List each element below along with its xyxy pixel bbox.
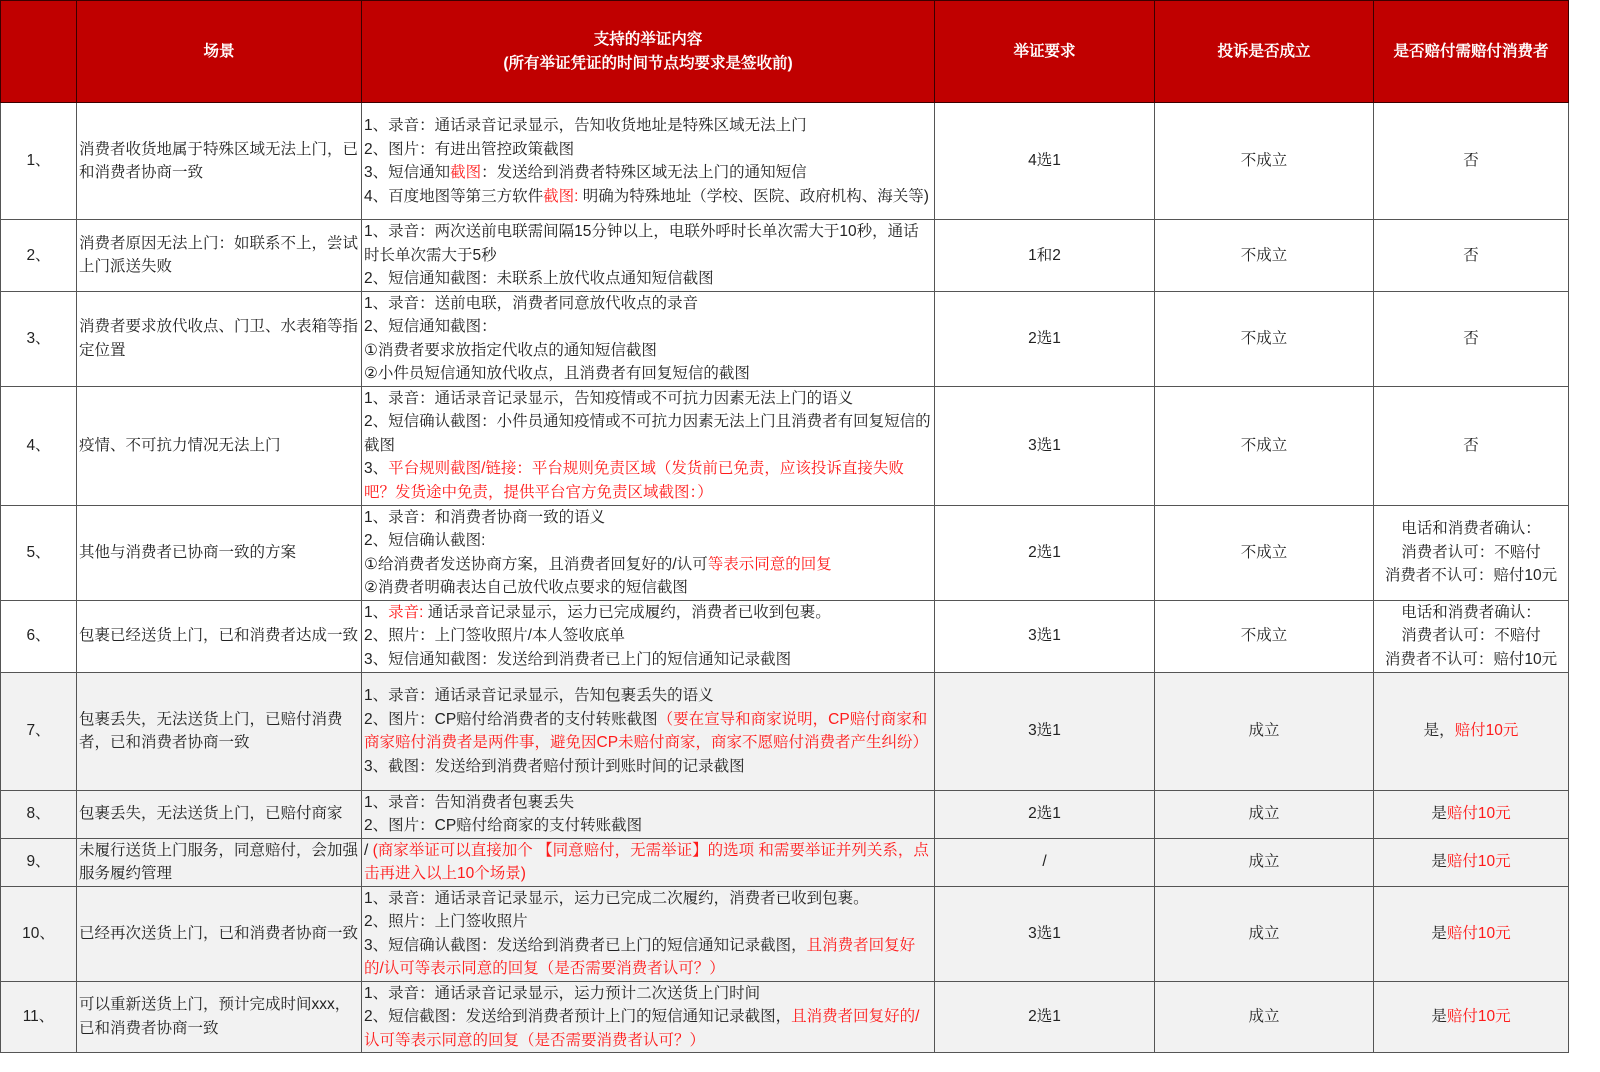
compensation-cell — [1374, 600, 1569, 672]
text-line — [364, 684, 932, 708]
text-segment: 否 — [1463, 329, 1479, 347]
table-row — [1, 291, 1569, 386]
text-line — [364, 410, 932, 457]
text-segment: 否 — [1463, 152, 1479, 170]
scenario-cell: 包裹丢失，无法送货上门，已赔付商家 — [77, 790, 362, 838]
header-evidence-subtitle: (所有举证凭证的时间节点均要求是签收前) — [503, 54, 793, 72]
text-segment: 1、录音：通话录音记录显示，运力预计二次送货上门时间 — [364, 984, 761, 1002]
scenario-cell: 包裹丢失，无法送货上门，已赔付消费者，已和消费者协商一致 — [77, 672, 362, 790]
text-line — [364, 220, 932, 267]
row-index: 1、 — [1, 103, 77, 220]
highlight-text: 截图 — [450, 164, 482, 181]
text-line — [364, 138, 932, 162]
requirement-cell: 3选1 — [935, 672, 1155, 790]
header-row — [1, 1, 1569, 103]
text-segment: 1、录音：通话录音记录显示，运力已完成二次履约，消费者已收到包裹。 — [364, 889, 869, 907]
table-row — [1, 600, 1569, 672]
text-line — [364, 982, 932, 1006]
text-line — [364, 185, 932, 209]
evidence-cell — [362, 886, 935, 981]
evidence-cell — [362, 291, 935, 386]
table-row — [1, 386, 1569, 505]
established-cell: 成立 — [1155, 790, 1374, 838]
requirement-cell: 2选1 — [935, 291, 1155, 386]
scenario-cell: 未履行送货上门服务，同意赔付，会加强服务履约管理 — [77, 838, 362, 886]
highlight-text: （要在宣导和商家说明，CP赔付商家和商家赔付消费者是两件事，避免因CP未赔付商家，商家不愿赔付消费者产生纠纷） — [364, 710, 929, 751]
text-segment: / — [364, 841, 373, 859]
compensation-cell — [1374, 790, 1569, 838]
established-cell: 不成立 — [1155, 291, 1374, 386]
scenario-cell: 疫情、不可抗力情况无法上门 — [77, 386, 362, 505]
text-segment: 2、短信通知截图：未联系上放代收点通知短信截图 — [364, 270, 714, 287]
row-index: 11、 — [1, 981, 77, 1053]
evidence-cell — [362, 838, 935, 886]
text-segment: 消费者认可：不赔付 — [1401, 543, 1541, 561]
text-line — [1376, 244, 1566, 268]
table-row — [1, 981, 1569, 1053]
highlight-text: 赔付10元 — [1446, 805, 1511, 823]
text-line — [1376, 624, 1566, 648]
established-cell: 不成立 — [1155, 600, 1374, 672]
requirement-cell: 2选1 — [935, 790, 1155, 838]
text-segment: 消费者不认可：赔付10元 — [1384, 650, 1558, 668]
text-segment: 1、录音：送前电联，消费者同意放代收点的录音 — [364, 294, 699, 312]
text-line — [1376, 1005, 1566, 1029]
text-line — [364, 114, 932, 138]
text-line — [364, 624, 932, 648]
text-segment: 4、百度地图等第三方软件 — [364, 187, 544, 205]
row-index: 6、 — [1, 600, 77, 672]
established-cell: 不成立 — [1155, 505, 1374, 600]
text-line — [364, 791, 932, 815]
text-line — [364, 161, 932, 185]
row-index: 8、 — [1, 790, 77, 838]
established-cell: 不成立 — [1155, 386, 1374, 505]
text-line — [364, 576, 932, 600]
scenario-cell: 其他与消费者已协商一致的方案 — [77, 505, 362, 600]
highlight-text: 赔付10元 — [1454, 722, 1519, 740]
highlight-text: 赔付10元 — [1446, 924, 1511, 942]
table-row — [1, 790, 1569, 838]
text-line — [364, 267, 932, 291]
text-segment: ①给消费者发送协商方案，且消费者回复好的/认可 — [364, 555, 708, 573]
text-segment: 3、截图：发送给到消费者赔付预计到账时间的记录截图 — [364, 757, 745, 775]
text-line — [364, 839, 932, 886]
highlight-text: 平台规则截图/链接：平台规则免责区域（发货前已免责，应该投诉直接失败吧？发货途中免责，提供平台官方免责区域截图：） — [364, 460, 904, 501]
text-line — [1376, 719, 1566, 743]
evidence-cell — [362, 220, 935, 292]
text-segment: 1、录音：告知消费者包裹丢失 — [364, 793, 575, 811]
text-segment: 消费者认可：不赔付 — [1401, 627, 1541, 645]
compensation-cell — [1374, 220, 1569, 292]
text-segment: 是 — [1431, 805, 1447, 823]
highlight-text: 录音: — [388, 603, 424, 621]
requirement-cell: 3选1 — [935, 386, 1155, 505]
text-segment: 1、 — [364, 603, 389, 621]
compensation-cell — [1374, 291, 1569, 386]
established-cell: 不成立 — [1155, 220, 1374, 292]
table-row — [1, 886, 1569, 981]
text-line — [364, 814, 932, 838]
text-line — [1376, 564, 1566, 588]
text-line — [1376, 541, 1566, 565]
text-segment: 2、短信确认截图: — [364, 532, 486, 549]
highlight-text: 等表示同意的回复 — [707, 555, 832, 573]
text-line — [364, 457, 932, 504]
text-segment: 3、短信通知截图：发送给到消费者已上门的短信通知记录截图 — [364, 650, 792, 668]
text-line — [364, 506, 932, 530]
text-segment: 是 — [1431, 924, 1447, 942]
requirement-cell: 1和2 — [935, 220, 1155, 292]
evidence-cell — [362, 790, 935, 838]
text-segment: 2、短信通知截图： — [364, 318, 497, 335]
table-row — [1, 505, 1569, 600]
header-evidence-title: 支持的举证内容 — [593, 31, 703, 48]
text-line — [364, 934, 932, 981]
text-segment: 否 — [1463, 436, 1479, 454]
text-segment: 1、录音：两次送前电联需间隔15分钟以上，电联外呼时长单次需大于10秒，通话时长单次需大于5秒 — [364, 223, 919, 264]
text-line — [1376, 922, 1566, 946]
text-line — [364, 755, 932, 779]
compensation-cell — [1374, 672, 1569, 790]
text-segment: ②小件员短信通知放代收点，且消费者有回复短信的截图 — [364, 365, 750, 382]
evidence-cell — [362, 386, 935, 505]
highlight-text: 且消费者回复好的/认可等表示同意的回复（是否需要消费者认可？） — [364, 1008, 920, 1049]
text-line — [1376, 802, 1566, 826]
scenario-cell: 已经再次送货上门，已和消费者协商一致 — [77, 886, 362, 981]
established-cell: 成立 — [1155, 886, 1374, 981]
highlight-text: 截图: — [543, 187, 579, 205]
highlight-text: 赔付10元 — [1446, 853, 1511, 871]
compensation-cell — [1374, 386, 1569, 505]
row-index: 9、 — [1, 838, 77, 886]
text-line — [1376, 517, 1566, 541]
text-line — [364, 648, 932, 672]
text-line — [1376, 434, 1566, 458]
header-index — [1, 1, 77, 103]
text-segment: 否 — [1463, 246, 1479, 264]
header-established: 投诉是否成立 — [1155, 1, 1374, 103]
text-segment: 3、短信确认截图：发送给到消费者已上门的短信通知记录截图， — [364, 936, 807, 954]
text-segment: 1、录音：和消费者协商一致的语义 — [364, 508, 606, 526]
text-line — [364, 910, 932, 934]
text-segment: 2、照片：上门签收照片 — [364, 913, 528, 930]
text-segment: 1、录音：通话录音记录显示，告知包裹丢失的语义 — [364, 687, 714, 704]
text-line — [1376, 601, 1566, 625]
text-line — [364, 887, 932, 911]
row-index: 4、 — [1, 386, 77, 505]
highlight-text: 且消费者回复好的/认可等表示同意的回复（是否需要消费者认可？） — [364, 936, 916, 977]
evidence-cell — [362, 981, 935, 1053]
text-line — [1376, 327, 1566, 351]
text-line — [1376, 648, 1566, 672]
text-segment: 3、 — [364, 460, 389, 478]
compensation-cell — [1374, 838, 1569, 886]
row-index: 2、 — [1, 220, 77, 292]
highlight-text: 赔付10元 — [1446, 1008, 1511, 1025]
established-cell: 成立 — [1155, 672, 1374, 790]
text-segment: 是 — [1431, 853, 1447, 871]
established-cell: 不成立 — [1155, 103, 1374, 220]
requirement-cell: 3选1 — [935, 886, 1155, 981]
established-cell: 成立 — [1155, 838, 1374, 886]
text-line — [1376, 850, 1566, 874]
text-segment: 2、照片：上门签收照片/本人签收底单 — [364, 627, 625, 645]
row-index: 7、 — [1, 672, 77, 790]
text-segment: ①消费者要求放指定代收点的通知短信截图 — [364, 341, 657, 359]
text-segment: 电话和消费者确认： — [1401, 520, 1541, 538]
compensation-cell — [1374, 981, 1569, 1053]
text-segment: ②消费者明确表达自己放代收点要求的短信截图 — [364, 579, 688, 596]
text-segment: 2、短信确认截图：小件员通知疫情或不可抗力因素无法上门且消费者有回复短信的截图 — [364, 413, 931, 454]
evidence-cell — [362, 505, 935, 600]
text-segment: ：发送给到消费者特殊区域无法上门的通知短信 — [481, 164, 807, 181]
text-segment: 明确为特殊地址（学校、医院、政府机构、海关等) — [578, 187, 929, 205]
header-evidence — [362, 1, 935, 103]
text-line — [364, 315, 932, 339]
row-index: 10、 — [1, 886, 77, 981]
requirement-cell: 4选1 — [935, 103, 1155, 220]
text-segment: 2、图片：有进出管控政策截图 — [364, 140, 575, 158]
text-segment: 消费者不认可：赔付10元 — [1384, 567, 1558, 585]
text-segment: 2、图片：CP赔付给商家的支付转账截图 — [364, 817, 643, 834]
text-line — [364, 529, 932, 553]
evidence-cell — [362, 600, 935, 672]
scenario-cell: 消费者要求放代收点、门卫、水表箱等指定位置 — [77, 291, 362, 386]
text-segment: 通话录音记录显示，运力已完成履约，消费者已收到包裹。 — [423, 603, 831, 621]
requirement-cell: 2选1 — [935, 505, 1155, 600]
requirement-cell: 2选1 — [935, 981, 1155, 1053]
scenario-cell: 可以重新送货上门，预计完成时间xxx，已和消费者协商一致 — [77, 981, 362, 1053]
text-segment: 1、录音：通话录音记录显示，告知疫情或不可抗力因素无法上门的语义 — [364, 389, 854, 407]
text-line — [364, 339, 932, 363]
text-line — [364, 601, 932, 625]
requirement-cell: 3选1 — [935, 600, 1155, 672]
text-segment: 是 — [1431, 1008, 1447, 1025]
text-line — [364, 553, 932, 577]
scenario-cell: 包裹已经送货上门，已和消费者达成一致 — [77, 600, 362, 672]
header-requirement: 举证要求 — [935, 1, 1155, 103]
text-segment: 2、短信截图：发送给到消费者预计上门的短信通知记录截图， — [364, 1008, 792, 1025]
header-compensation: 是否赔付需赔付消费者 — [1374, 1, 1569, 103]
table-row — [1, 838, 1569, 886]
text-segment: 1、录音：通话录音记录显示，告知收货地址是特殊区域无法上门 — [364, 117, 807, 134]
table-row — [1, 672, 1569, 790]
compensation-cell — [1374, 103, 1569, 220]
text-line — [364, 1005, 932, 1052]
text-segment: 3、短信通知 — [364, 164, 451, 181]
requirement-cell: / — [935, 838, 1155, 886]
evidence-cell — [362, 672, 935, 790]
highlight-text: (商家举证可以直接加个 【同意赔付，无需举证】的选项 和需要举证并列关系，点击再进入以上10个场景) — [364, 841, 929, 882]
row-index: 3、 — [1, 291, 77, 386]
scenario-cell: 消费者收货地属于特殊区域无法上门，已和消费者协商一致 — [77, 103, 362, 220]
evidence-cell — [362, 103, 935, 220]
text-line — [1376, 149, 1566, 173]
table-row — [1, 220, 1569, 292]
compensation-cell — [1374, 886, 1569, 981]
row-index: 5、 — [1, 505, 77, 600]
text-line — [364, 362, 932, 386]
text-segment: 是， — [1423, 722, 1455, 740]
table-row — [1, 103, 1569, 220]
text-segment: 电话和消费者确认： — [1401, 603, 1541, 621]
text-line — [364, 292, 932, 316]
text-segment: 2、图片：CP赔付给消费者的支付转账截图 — [364, 710, 658, 728]
header-scenario: 场景 — [77, 1, 362, 103]
text-line — [364, 387, 932, 411]
compensation-cell — [1374, 505, 1569, 600]
text-line — [364, 708, 932, 755]
established-cell: 成立 — [1155, 981, 1374, 1053]
scenario-cell: 消费者原因无法上门：如联系不上，尝试上门派送失败 — [77, 220, 362, 292]
